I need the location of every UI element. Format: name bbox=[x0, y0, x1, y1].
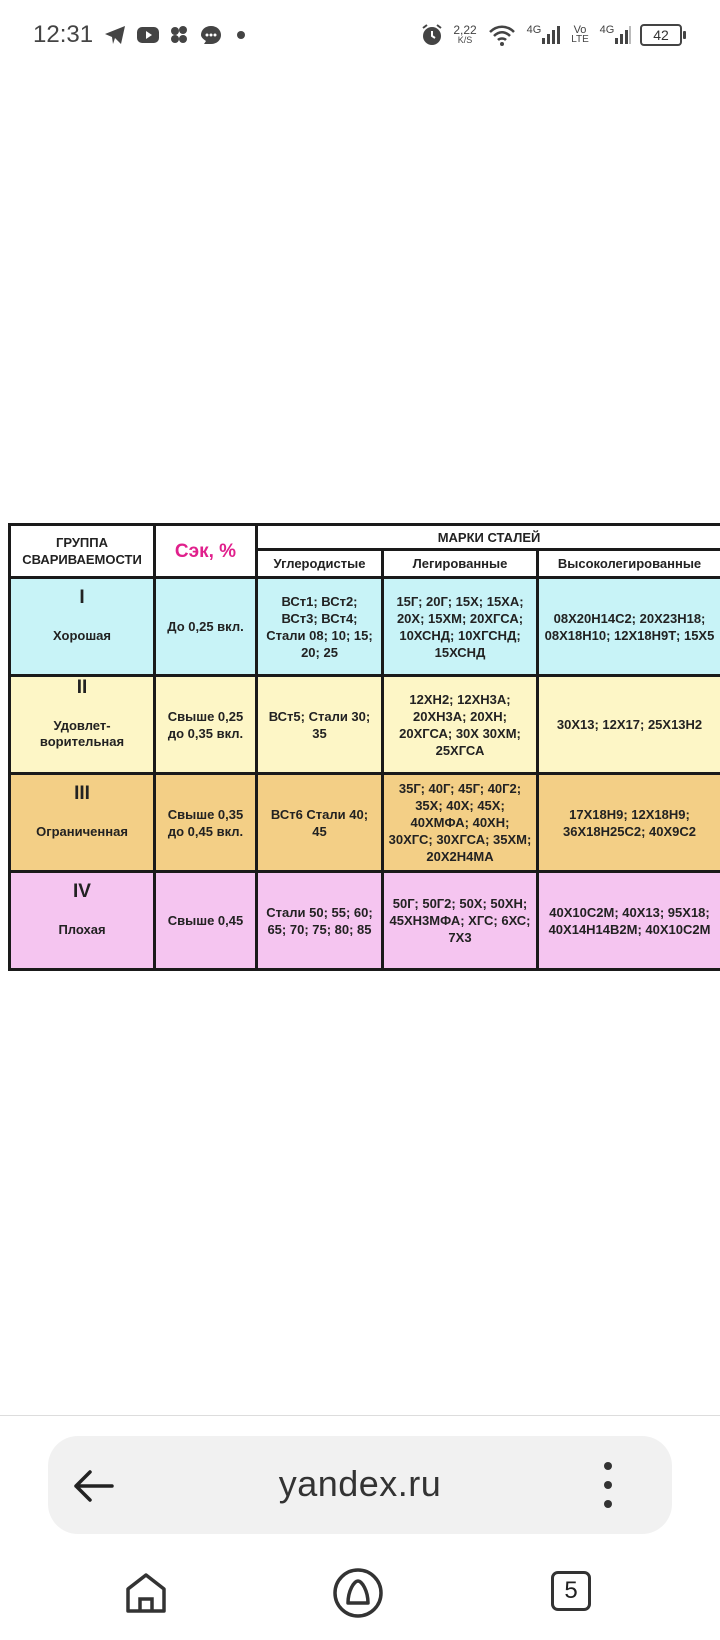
steel-weldability-table-image[interactable] bbox=[8, 523, 720, 970]
status-bar bbox=[0, 0, 720, 72]
header-alloy: Легированные bbox=[383, 550, 538, 578]
status-time: 12:31 bbox=[33, 21, 94, 48]
more-menu-icon[interactable] bbox=[598, 1460, 618, 1510]
menu-dot bbox=[604, 1462, 612, 1470]
group-name: Хорошая bbox=[53, 628, 111, 643]
alloy-cell: 35Г; 40Г; 45Г; 40Г2; 35Х; 40Х; 45Х; 40ХМФА; 40ХН; 30ХГС; 30ХГСА; 35ХМ; 20Х2Н4МА bbox=[383, 774, 538, 872]
menu-dot bbox=[604, 1500, 612, 1508]
ceq-cell: Свыше 0,45 bbox=[155, 872, 257, 970]
group-name: Удовлет-ворительная bbox=[39, 718, 125, 749]
dot-icon bbox=[236, 22, 246, 48]
group-cell bbox=[10, 872, 155, 970]
ceq-cell: Свыше 0,25 до 0,35 вкл. bbox=[155, 676, 257, 774]
alice-assistant-icon[interactable] bbox=[332, 1567, 384, 1619]
signal-icon: 4G bbox=[598, 22, 634, 48]
navigation-bar bbox=[0, 1555, 720, 1640]
tabs-counter-button[interactable]: 5 bbox=[551, 1571, 591, 1611]
group-name: Плохая bbox=[58, 922, 106, 937]
menu-dot bbox=[604, 1481, 612, 1489]
home-icon[interactable] bbox=[122, 1569, 170, 1617]
carbon-cell: Стали 50; 55; 60; 65; 70; 75; 80; 85 bbox=[257, 872, 383, 970]
group-number: II bbox=[76, 677, 88, 698]
header-steel-grades: МАРКИ СТАЛЕЙ bbox=[257, 525, 720, 550]
carbon-cell: ВСт5; Стали 30; 35 bbox=[257, 676, 383, 774]
group-number: III bbox=[74, 783, 90, 804]
table-row bbox=[10, 578, 720, 676]
carbon-cell: ВСт6 Стали 40; 45 bbox=[257, 774, 383, 872]
weldability-table bbox=[8, 523, 720, 971]
url-text[interactable]: yandex.ru bbox=[278, 1463, 442, 1504]
header-group: ГРУППА СВАРИВАЕМОСТИ bbox=[10, 525, 155, 578]
group-name: Ограниченная bbox=[36, 824, 128, 839]
alloy-cell: 12ХН2; 12ХН3А; 20ХН3А; 20ХН; 20ХГСА; 30Х 30ХМ; 25ХГСА bbox=[383, 676, 538, 774]
header-carbon: Углеродистые bbox=[257, 550, 383, 578]
header-highalloy: Высоколегированные bbox=[538, 550, 720, 578]
table-row bbox=[10, 676, 720, 774]
ceq-cell: Свыше 0,35 до 0,45 вкл. bbox=[155, 774, 257, 872]
app-cluster-icon bbox=[168, 22, 190, 48]
chat-icon bbox=[199, 22, 223, 48]
divider bbox=[0, 1415, 720, 1416]
table-row bbox=[10, 872, 720, 970]
wifi-icon bbox=[488, 22, 516, 48]
signal-icon: 4G bbox=[524, 22, 564, 48]
highalloy-cell: 17Х18Н9; 12Х18Н9; 36Х18Н25С2; 40Х9С2 bbox=[538, 774, 720, 872]
header-ceq: Сэк, % bbox=[155, 525, 257, 578]
alarm-icon bbox=[420, 22, 444, 48]
highalloy-cell: 40Х10С2М; 40Х13; 95Х18; 40Х14Н14В2М; 40Х10С2М bbox=[538, 872, 720, 970]
group-cell bbox=[10, 676, 155, 774]
group-cell bbox=[10, 578, 155, 676]
highalloy-cell: 30Х13; 12Х17; 25Х13Н2 bbox=[538, 676, 720, 774]
alloy-cell: 50Г; 50Г2; 50Х; 50ХН; 45ХН3МФА; ХГС; 6ХС; 7Х3 bbox=[383, 872, 538, 970]
group-cell bbox=[10, 774, 155, 872]
volte-indicator: Vo LTE bbox=[571, 24, 589, 45]
alloy-cell: 15Г; 20Г; 15Х; 15ХА; 20Х; 15ХМ; 20ХГСА; 10ХСНД; 10ХГСНД; 15ХСНД bbox=[383, 578, 538, 676]
telegram-icon bbox=[104, 22, 126, 48]
carbon-cell: ВСт1; ВСт2; ВСт3; ВСт4; Стали 08; 10; 15; 20; 25 bbox=[257, 578, 383, 676]
highalloy-cell: 08Х20Н14С2; 20Х23Н18; 08Х18Н10; 12Х18Н9Т; 15Х5 bbox=[538, 578, 720, 676]
table-row bbox=[10, 774, 720, 872]
group-number: IV bbox=[73, 881, 91, 902]
ceq-cell: До 0,25 вкл. bbox=[155, 578, 257, 676]
network-speed: 2,22 K/S bbox=[453, 23, 477, 45]
address-bar[interactable] bbox=[48, 1436, 672, 1534]
youtube-icon bbox=[136, 22, 160, 48]
battery-indicator: 42 bbox=[640, 24, 682, 46]
group-number: I bbox=[79, 587, 85, 608]
